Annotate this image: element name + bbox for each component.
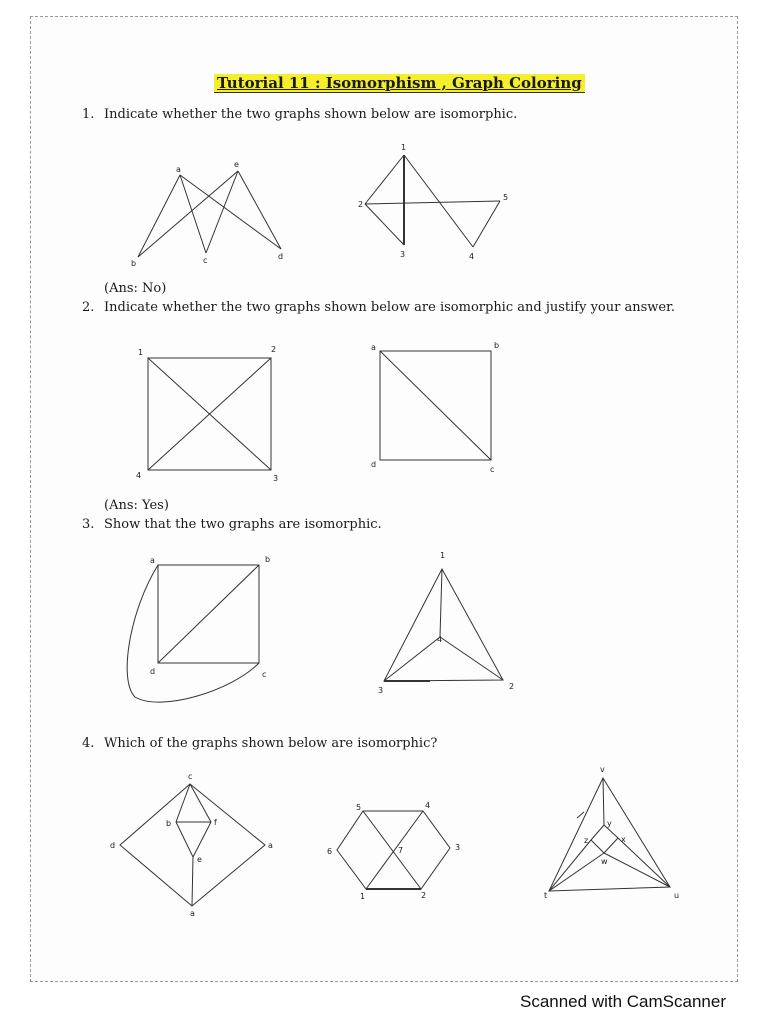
vertex-label: e xyxy=(234,160,239,169)
vertex-label: 2 xyxy=(271,345,277,354)
vertex-label: 1 xyxy=(401,143,407,152)
vertex-label: a xyxy=(150,556,155,565)
vertex-label: 3 xyxy=(400,250,406,259)
vertex-label: z xyxy=(584,836,589,845)
vertex-label: f xyxy=(214,818,217,827)
vertex-label: 4 xyxy=(136,471,142,480)
vertex-label: w xyxy=(601,857,608,866)
vertex-label: c xyxy=(188,772,193,781)
vertex-label: y xyxy=(607,819,612,828)
question-3: 3. Show that the two graphs are isomorphic. xyxy=(82,517,382,532)
vertex-label: 5 xyxy=(503,193,509,202)
vertex-label: a xyxy=(190,909,195,918)
vertex-label: c xyxy=(490,465,495,474)
vertex-label: e xyxy=(197,855,202,864)
vertex-label: b xyxy=(265,555,271,564)
vertex-label: 5 xyxy=(356,803,362,812)
page-title: Tutorial 11 : Isomorphism , Graph Coloring xyxy=(214,74,585,93)
vertex-label: x xyxy=(621,835,626,844)
vertex-label: d xyxy=(278,252,284,261)
answer-1: (Ans: No) xyxy=(104,281,167,296)
vertex-label: b xyxy=(494,341,500,350)
vertex-label: a xyxy=(176,165,181,174)
vertex-label: 3 xyxy=(273,474,279,483)
vertex-label: c xyxy=(262,670,267,679)
vertex-label: 3 xyxy=(455,843,461,852)
vertex-label: 1 xyxy=(360,892,366,901)
q4-graph-1 xyxy=(110,772,273,918)
vertex-label: 4 xyxy=(437,635,443,644)
vertex-label: 1 xyxy=(138,348,144,357)
vertex-label: 1 xyxy=(440,551,446,560)
question-2: 2. Indicate whether the two graphs shown below are isomorphic and justify your answer. xyxy=(82,300,676,315)
vertex-label: v xyxy=(600,765,605,774)
vertex-label: d xyxy=(150,667,156,676)
vertex-label: 7 xyxy=(398,846,404,855)
vertex-label: 6 xyxy=(327,847,333,856)
answer-2: (Ans: Yes) xyxy=(104,498,169,513)
vertex-label: a xyxy=(371,343,376,352)
vertex-label: u xyxy=(674,891,680,900)
vertex-label: d xyxy=(110,841,116,850)
vertex-label: 4 xyxy=(469,252,475,261)
vertex-label: b xyxy=(131,259,137,268)
vertex-label: 2 xyxy=(358,200,364,209)
vertex-label: t xyxy=(544,891,548,900)
q4-graph-2 xyxy=(327,801,460,901)
vertex-label: 4 xyxy=(425,801,431,810)
vertex-label: b xyxy=(166,819,172,828)
vertex-label: 2 xyxy=(421,891,427,900)
vertex-label: c xyxy=(203,256,208,265)
vertex-label: 2 xyxy=(509,682,515,691)
scanner-watermark: Scanned with CamScanner xyxy=(519,992,726,1011)
question-4: 4. Which of the graphs shown below are isomorphic? xyxy=(82,736,438,751)
question-1: 1. Indicate whether the two graphs shown below are isomorphic. xyxy=(82,107,518,122)
vertex-label: a xyxy=(268,841,273,850)
q4-graph-3 xyxy=(544,765,679,900)
vertex-label: d xyxy=(371,460,377,469)
vertex-label: 3 xyxy=(378,686,384,695)
